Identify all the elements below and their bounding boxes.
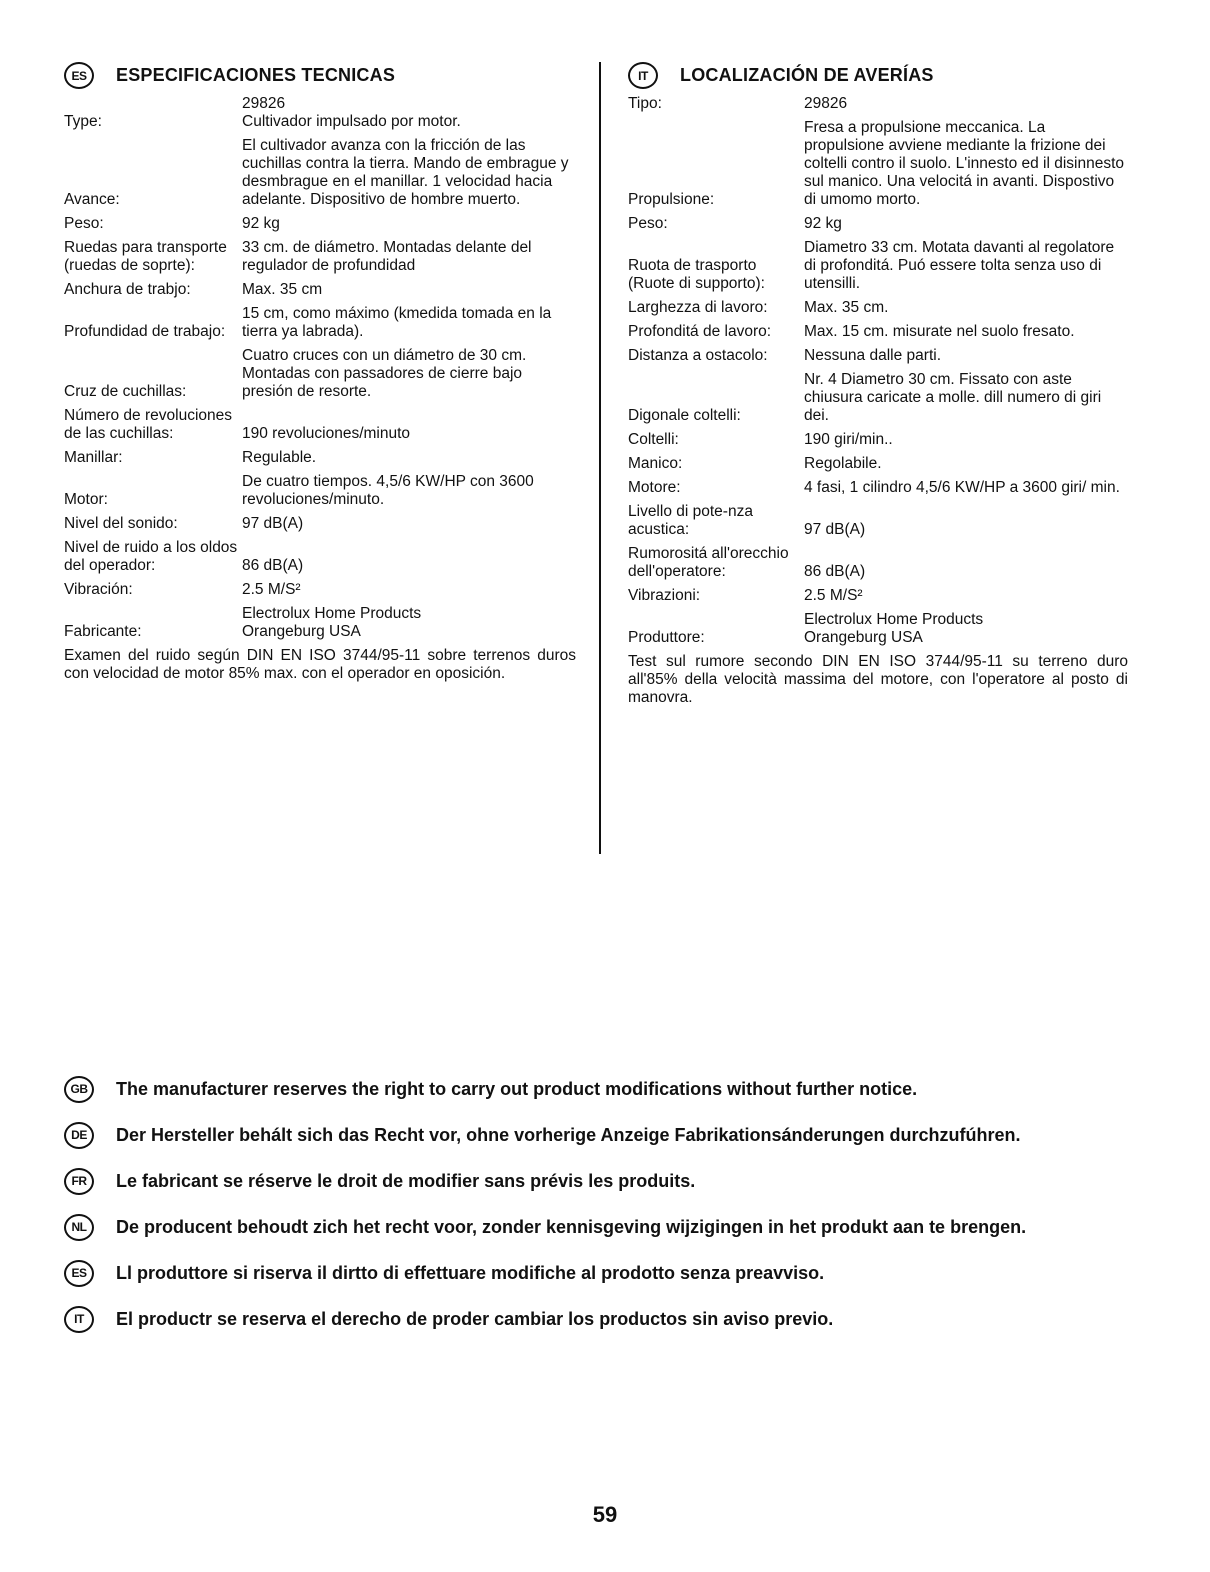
rights-notice-text: El productr se reserva el derecho de proder cambiar los productos sin aviso previo.: [116, 1308, 834, 1329]
spanish-spec-value: 86 dB(A): [242, 557, 304, 574]
italian-spec-value: Max. 35 cm.: [804, 299, 889, 316]
spanish-spec-value: 29826 Cultivador impulsado por motor.: [242, 95, 461, 130]
italian-spec-value: 97 dB(A): [804, 521, 866, 538]
italian-spec-label: Coltelli:: [628, 431, 679, 448]
italian-spec-label: Produttore:: [628, 629, 705, 646]
spanish-spec-value: De cuatro tiempos. 4,5/6 KW/HP con 3600 revoluciones/minuto.: [242, 473, 534, 508]
spanish-spec-row: [64, 305, 576, 341]
italian-spec-value: 190 giri/min..: [804, 431, 893, 448]
spanish-spec-label: Número de revoluciones de las cuchillas:: [64, 407, 233, 442]
spanish-noise-note: Examen del ruido según DIN EN ISO 3744/95-11 sobre terrenos duros con velocidad de motor 85% max. con el operador en oposición.: [64, 647, 576, 682]
italian-spec-value: Max. 15 cm. misurate nel suolo fresato.: [804, 323, 1075, 340]
spanish-spec-label: Motor:: [64, 491, 108, 508]
spanish-spec-value: 33 cm. de diámetro. Montadas delante del regulador de profundidad: [242, 239, 532, 274]
spanish-spec-row: [64, 239, 576, 275]
language-badge-nl-icon: NL: [64, 1214, 94, 1241]
spanish-spec-value: Electrolux Home Products Orangeburg USA: [242, 605, 422, 640]
spanish-spec-row: [64, 581, 576, 599]
rights-reserved-notices: [64, 1066, 1164, 1342]
italian-spec-label: Vibrazioni:: [628, 587, 701, 604]
spanish-spec-value: Max. 35 cm: [242, 281, 323, 298]
spanish-spec-value: Regulable.: [242, 449, 317, 466]
spanish-spec-value: El cultivador avanza con la fricción de las cuchillas contra la tierra. Mando de embrague y desmbrague en el manillar. 1 velocidad hacia adelante. Dispositivo de hombre muerto.: [242, 137, 569, 208]
spanish-spec-row: [64, 539, 576, 575]
rights-notice-text: Ll produttore si riserva il dirtto di effettuare modifiche al prodotto senza preavviso.: [116, 1262, 825, 1283]
spanish-section-title: ESPECIFICACIONES TECNICAS: [116, 65, 396, 85]
spanish-spec-value: 92 kg: [242, 215, 280, 232]
italian-spec-label: Larghezza di lavoro:: [628, 299, 768, 316]
spanish-spec-row: [64, 215, 576, 233]
rights-notice-text: De producent behoudt zich het recht voor, zonder kennisgeving wijzigingen in het produkt aan te brengen.: [116, 1216, 1027, 1237]
italian-spec-label: Motore:: [628, 479, 681, 496]
italian-section-header: [628, 62, 1128, 89]
rights-notice-row: [64, 1158, 1164, 1204]
spanish-spec-label: Avance:: [64, 191, 120, 208]
spanish-section-header: [64, 62, 576, 89]
spanish-spec-row: [64, 95, 576, 131]
italian-spec-label: Manico:: [628, 455, 683, 472]
italian-spec-value: Fresa a propulsione meccanica. La propulsione avviene mediante la frizione dei coltelli contro il suolo. L'innesto ed il disinnesto sul manico. Una velocitá in avanti. Dispostivo di umomo morto.: [804, 119, 1125, 208]
italian-spec-row: [628, 545, 1128, 581]
italian-spec-row: [628, 323, 1128, 341]
italian-specifications-section: [628, 62, 1128, 707]
spanish-spec-row: [64, 605, 576, 641]
italian-spec-row: [628, 215, 1128, 233]
language-badge-es-icon: ES: [64, 1260, 94, 1287]
spanish-spec-label: Anchura de trabjo:: [64, 281, 191, 298]
italian-spec-label: Profonditá de lavoro:: [628, 323, 772, 340]
italian-spec-value: Diametro 33 cm. Motata davanti al regolatore di profonditá. Puó essere tolta senza uso di utensilli.: [804, 239, 1115, 292]
italian-spec-value: Nessuna dalle parti.: [804, 347, 941, 364]
page-number: 59: [592, 1502, 618, 1527]
rights-notice-row: [64, 1250, 1164, 1296]
italian-spec-label: Livello di pote-nza acustica:: [628, 503, 753, 538]
spanish-spec-label: Vibración:: [64, 581, 133, 598]
language-badge-it-icon: IT: [64, 1306, 94, 1333]
italian-spec-row: [628, 299, 1128, 317]
italian-spec-row: [628, 119, 1128, 209]
italian-spec-row: [628, 239, 1128, 293]
spanish-spec-row: [64, 137, 576, 209]
italian-spec-label: Tipo:: [628, 95, 662, 112]
italian-spec-value: 86 dB(A): [804, 563, 866, 580]
italian-spec-value: Electrolux Home Products Orangeburg USA: [804, 611, 984, 646]
rights-notice-row: [64, 1066, 1164, 1112]
italian-spec-row: [628, 479, 1128, 497]
italian-spec-row: [628, 431, 1128, 449]
spanish-spec-row: [64, 449, 576, 467]
spanish-spec-label: Nivel del sonido:: [64, 515, 178, 532]
spanish-spec-value: 15 cm, como máximo (kmedida tomada en la tierra ya labrada).: [242, 305, 552, 340]
spanish-spec-row: [64, 281, 576, 299]
spanish-spec-row: [64, 515, 576, 533]
italian-spec-row: [628, 611, 1128, 647]
spanish-spec-label: Type:: [64, 113, 102, 130]
spanish-spec-label: Fabricante:: [64, 623, 142, 640]
spanish-spec-value: Cuatro cruces con un diámetro de 30 cm. Montadas con passadores de cierre bajo presión de resorte.: [242, 347, 527, 400]
italian-section-title: LOCALIZACIÓN DE AVERÍAS: [680, 65, 934, 85]
italian-spec-value: 2.5 M/S²: [804, 587, 863, 604]
rights-notice-row: [64, 1112, 1164, 1158]
italian-spec-label: Distanza a ostacolo:: [628, 347, 768, 364]
spanish-spec-value: 2.5 M/S²: [242, 581, 301, 598]
language-badge-fr-icon: FR: [64, 1168, 94, 1195]
spanish-spec-label: Cruz de cuchillas:: [64, 383, 187, 400]
italian-spec-value: 92 kg: [804, 215, 842, 232]
spanish-spec-value: 190 revoluciones/minuto: [242, 425, 411, 442]
spanish-spec-label: Profundidad de trabajo:: [64, 323, 226, 340]
italian-spec-value: Regolabile.: [804, 455, 882, 472]
italian-spec-row: [628, 455, 1128, 473]
column-divider: [599, 62, 601, 854]
italian-spec-value: 4 fasi, 1 cilindro 4,5/6 KW/HP a 3600 giri/ min.: [804, 479, 1120, 496]
rights-notice-row: [64, 1296, 1164, 1342]
italian-spec-table: [628, 95, 1128, 647]
spanish-spec-table: [64, 95, 576, 641]
language-badge-it-icon: IT: [628, 62, 658, 89]
spanish-spec-label: Peso:: [64, 215, 104, 232]
language-badge-de-icon: DE: [64, 1122, 94, 1149]
spanish-spec-label: Ruedas para transporte (ruedas de soprte):: [64, 239, 227, 274]
rights-notice-text: The manufacturer reserves the right to carry out product modifications without further notice.: [116, 1078, 918, 1099]
rights-notice-text: Der Hersteller behált sich das Recht vor, ohne vorherige Anzeige Fabrikationsánderungen durchzufúhren.: [116, 1124, 1021, 1145]
spanish-spec-row: [64, 347, 576, 401]
language-badge-es-icon: ES: [64, 62, 94, 89]
italian-spec-value: 29826: [804, 95, 848, 112]
italian-spec-label: Digonale coltelli:: [628, 407, 741, 424]
italian-spec-row: [628, 371, 1128, 425]
italian-spec-value: Nr. 4 Diametro 30 cm. Fissato con aste chiusura caricate a molle. dill numero di giri dei.: [804, 371, 1102, 424]
italian-spec-row: [628, 503, 1128, 539]
spanish-spec-label: Manillar:: [64, 449, 123, 466]
spanish-spec-value: 97 dB(A): [242, 515, 304, 532]
italian-spec-label: Propulsione:: [628, 191, 715, 208]
rights-notice-text: Le fabricant se réserve le droit de modifier sans prévis les produits.: [116, 1170, 696, 1191]
language-badge-gb-icon: GB: [64, 1076, 94, 1103]
italian-spec-row: [628, 95, 1128, 113]
italian-spec-label: Ruota de trasporto (Ruote di supporto):: [628, 257, 765, 292]
italian-spec-row: [628, 347, 1128, 365]
spanish-spec-row: [64, 407, 576, 443]
italian-spec-label: Rumorositá all'orecchio dell'operatore:: [628, 545, 789, 580]
rights-notice-row: [64, 1204, 1164, 1250]
italian-spec-row: [628, 587, 1128, 605]
spanish-specifications-section: [64, 62, 576, 683]
italian-noise-note: Test sul rumore secondo DIN EN ISO 3744/95-11 su terreno duro all'85% della velocità massima del motore, con l'operatore al posto di manovra.: [628, 653, 1128, 706]
italian-spec-label: Peso:: [628, 215, 668, 232]
spanish-spec-row: [64, 473, 576, 509]
spanish-spec-label: Nivel de ruido a los oldos del operador:: [64, 539, 238, 574]
